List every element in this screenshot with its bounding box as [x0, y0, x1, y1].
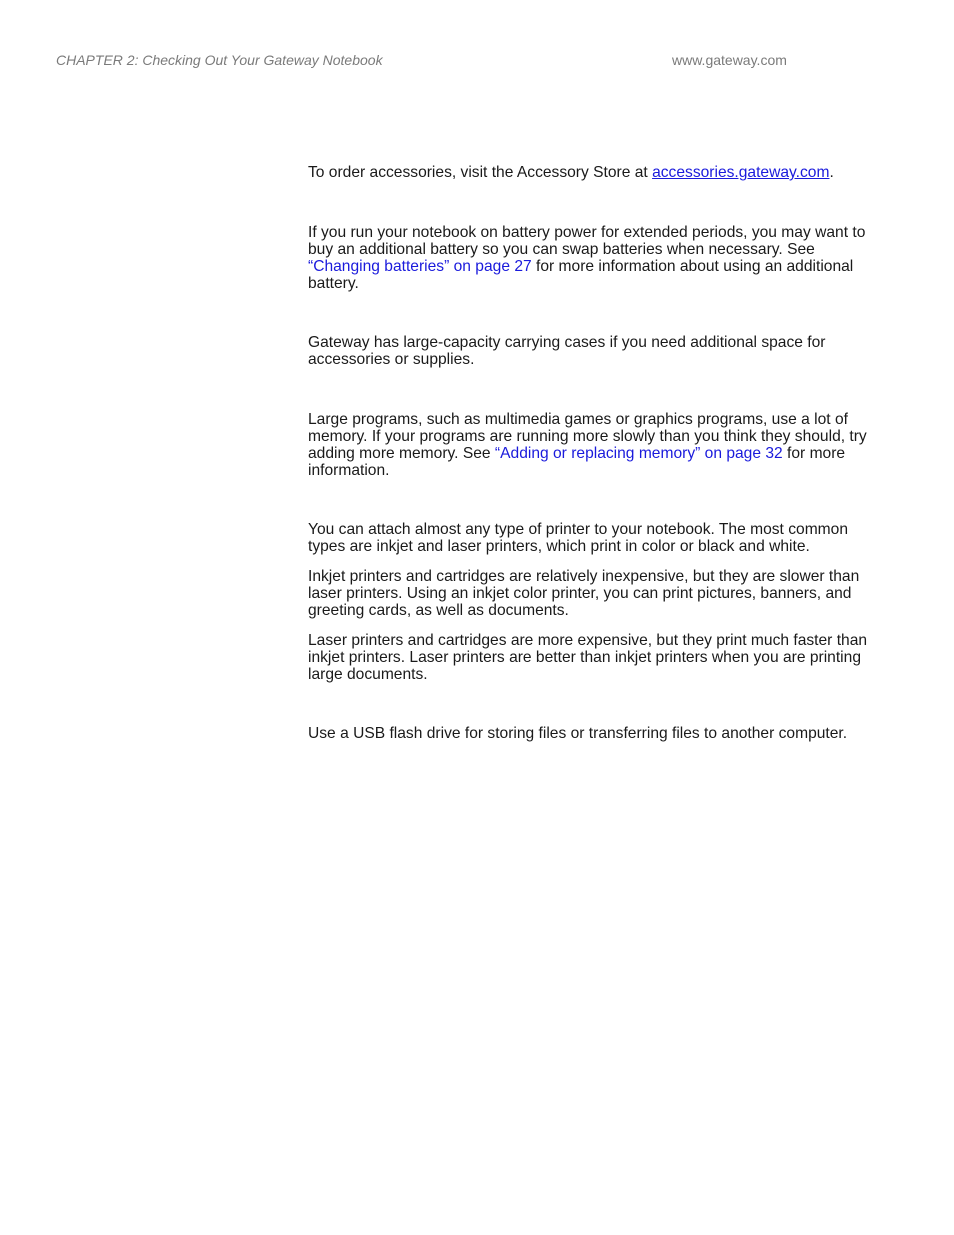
chapter-header: CHAPTER 2: Checking Out Your Gateway Notebook — [56, 52, 383, 68]
carrying-cases-paragraph: Gateway has large-capacity carrying cases if you need additional space for accessories or supplies. — [308, 334, 826, 368]
battery-paragraph — [308, 224, 874, 292]
accessories-text-after: . — [829, 164, 834, 181]
accessories-paragraph — [308, 164, 874, 181]
usb-flash-drive-paragraph: Use a USB flash drive for storing files or transferring files to another computer. — [308, 725, 848, 742]
battery-text-after: for more information about using an additional battery. — [308, 258, 854, 292]
memory-text-before: Large programs, such as multimedia games or graphics programs, use a lot of memory. If your programs are running more slowly than you think they should, try adding more memory. See — [308, 411, 867, 462]
laser-printers-paragraph: Laser printers and cartridges are more expensive, but they print much faster than inkjet printers. Laser printers are better than inkjet printers when you are printing large documents. — [308, 632, 868, 683]
inkjet-printers-paragraph: Inkjet printers and cartridges are relatively inexpensive, but they are slower than laser printers. Using an inkjet color printer, you can print pictures, banners, and greeting cards, as well as documents. — [308, 568, 860, 619]
printers-intro-paragraph: You can attach almost any type of printer to your notebook. The most common types are inkjet and laser printers, which print in color or black and white. — [308, 521, 849, 555]
accessory-store-link[interactable]: accessories.gateway.com — [652, 164, 830, 181]
website-header: www.gateway.com — [672, 52, 787, 68]
accessories-text-before: To order accessories, visit the Accessory Store at — [308, 164, 653, 181]
adding-memory-link[interactable]: “Adding or replacing memory” on page 32 — [494, 445, 783, 462]
changing-batteries-link[interactable]: “Changing batteries” on page 27 — [308, 258, 532, 275]
memory-text-after: for more information. — [308, 445, 846, 479]
battery-text-before: If you run your notebook on battery power for extended periods, you may want to buy an additional battery so you can swap batteries when necessary. See — [308, 224, 866, 258]
memory-paragraph — [308, 411, 874, 479]
